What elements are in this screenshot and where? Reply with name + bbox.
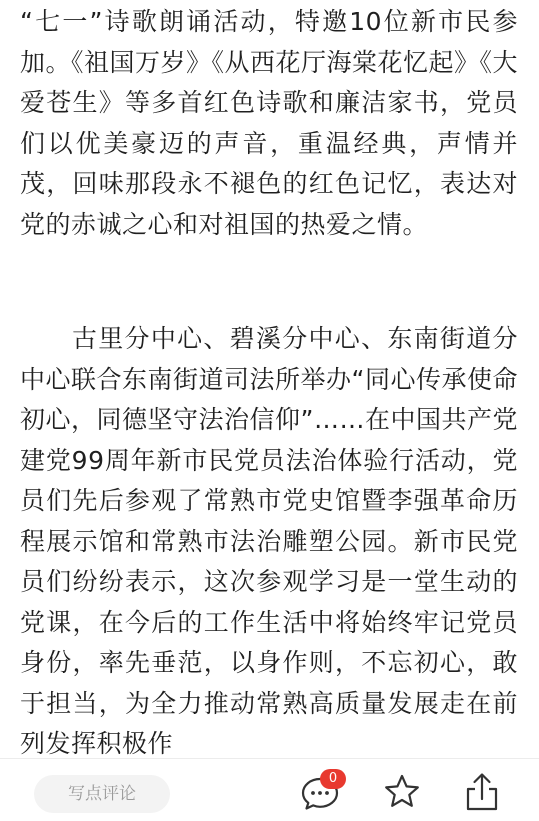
- favorite-button[interactable]: [380, 769, 424, 813]
- star-icon: [380, 769, 424, 813]
- comment-input[interactable]: 写点评论: [34, 775, 170, 813]
- article-paragraph: “七一”诗歌朗诵活动，特邀10位新市民参加。《祖国万岁》《从西花厅海棠花忆起》《大爱苍生》等多首红色诗歌和廉洁家书，党员们以优美豪迈的声音，重温经典，声情并茂，回味那段永不褪色的红色记忆，表达对党的赤诚之心和对祖国的热爱之情。: [20, 7, 519, 239]
- share-button[interactable]: [460, 769, 504, 813]
- article-paragraph: 古里分中心、碧溪分中心、东南街道分中心联合东南街道司法所举办“同心传承使命初心，同德坚守法治信仰”……在中国共产党建党99周年新市民党员法治体验行活动，党员们先后参观了常熟市党史馆暨李强革命历程展示馆和常熟市法治雕塑公园。新市民党员们纷纷表示，这次参观学习是一堂生动的党课，在今后的工作生活中将始终牢记党员身份，率先垂范，以身作则，不忘初心，敢于担当，为全力推动常熟高质量发展走在前列发挥积极作: [20, 324, 518, 758]
- comment-count-badge: 0: [320, 769, 346, 789]
- share-icon: [460, 769, 504, 813]
- comments-button[interactable]: [298, 769, 342, 813]
- bottom-action-bar: [0, 758, 539, 821]
